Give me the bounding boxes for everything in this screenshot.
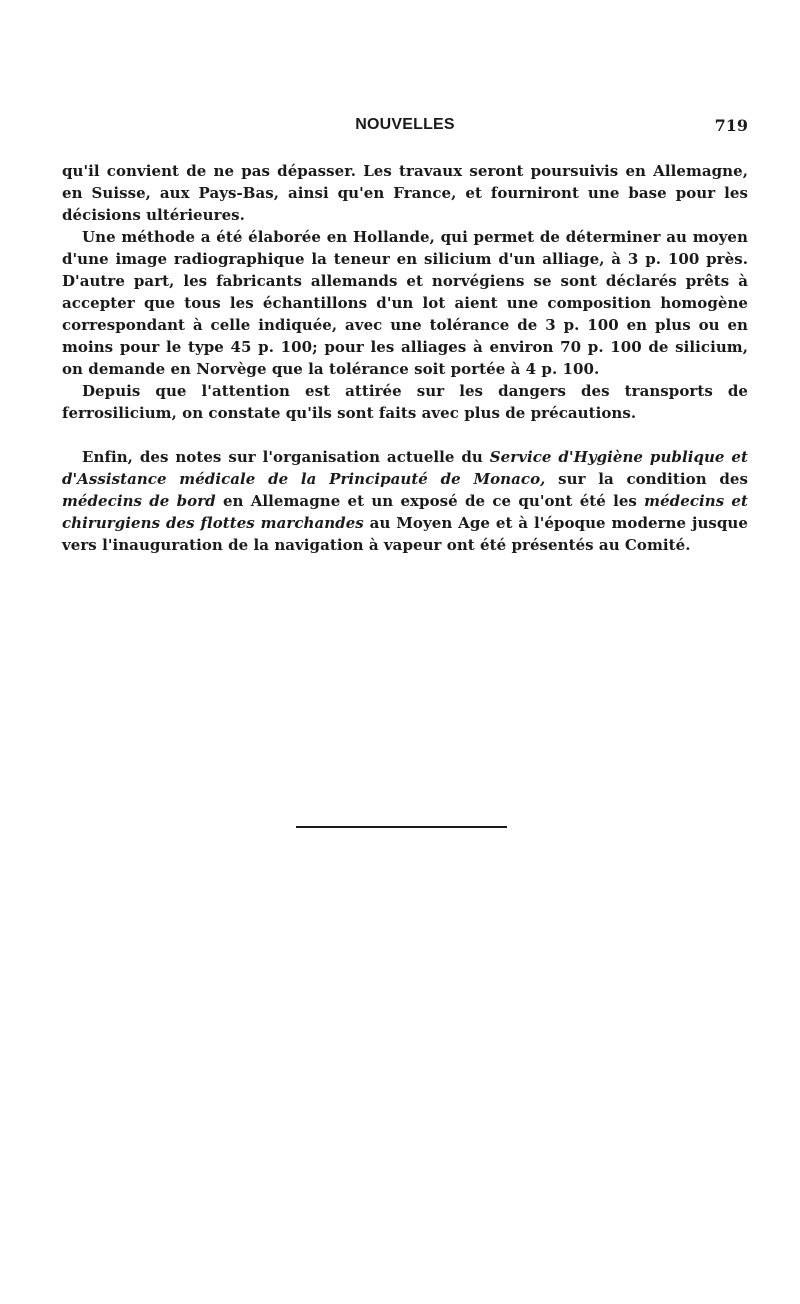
paragraph-radiographic-method: Une méthode a été élaborée en Hollande, qui permet de déterminer au moyen d'une image radiographique la teneur en silicium d'un alliage, à 3 p. 100 près. D'autre part, les fabricants allemands et norvégiens se sont déclarés prêts à accepter que tous les échantillons d'un lot aient une composition homogène correspondant à celle indiquée, avec une tolérance de 3 p. 100 en plus ou en moins pour le type 45 p. 100; pour les alliages à environ 70 p. 100 de silicium, on demande en Norvège que la tolérance soit portée à 4 p. 100.	[62, 228, 748, 378]
italic-term-ship-doctors: médecins de bord	[62, 492, 216, 510]
italic-term-merchant-fleet-surgeons: médecins et chirurgiens des flottes marchandes	[62, 492, 749, 532]
text-run: sur la condition des	[545, 470, 748, 488]
paragraph-committee-notes	[62, 446, 748, 556]
end-of-section-rule	[296, 826, 507, 828]
italic-title-monaco-service: Service d'Hygiène publique et d'Assistance médicale de la Principauté de Monaco,	[62, 448, 748, 488]
paragraph-transport-precautions: Depuis que l'attention est attirée sur les dangers des transports de ferrosilicium, on constate qu'ils sont faits avec plus de précautions.	[62, 382, 748, 422]
text-run: au Moyen Age et à l'époque moderne jusque vers l'inauguration de la navigation à vapeur ont été présentés au Comité.	[62, 514, 748, 554]
text-run: en Allemagne et un exposé de ce qu'ont été les	[215, 492, 645, 510]
article-body	[62, 160, 748, 556]
running-title: NOUVELLES	[355, 116, 455, 133]
page-number: 719	[714, 116, 748, 135]
page-header	[62, 116, 748, 138]
text-run: Enfin, des notes sur l'organisation actuelle du	[82, 448, 490, 466]
paragraph-continuation: qu'il convient de ne pas dépasser. Les travaux seront poursuivis en Allemagne, en Suisse, aux Pays-Bas, ainsi qu'en France, et fourniront une base pour les décisions ultérieures.	[62, 162, 748, 224]
